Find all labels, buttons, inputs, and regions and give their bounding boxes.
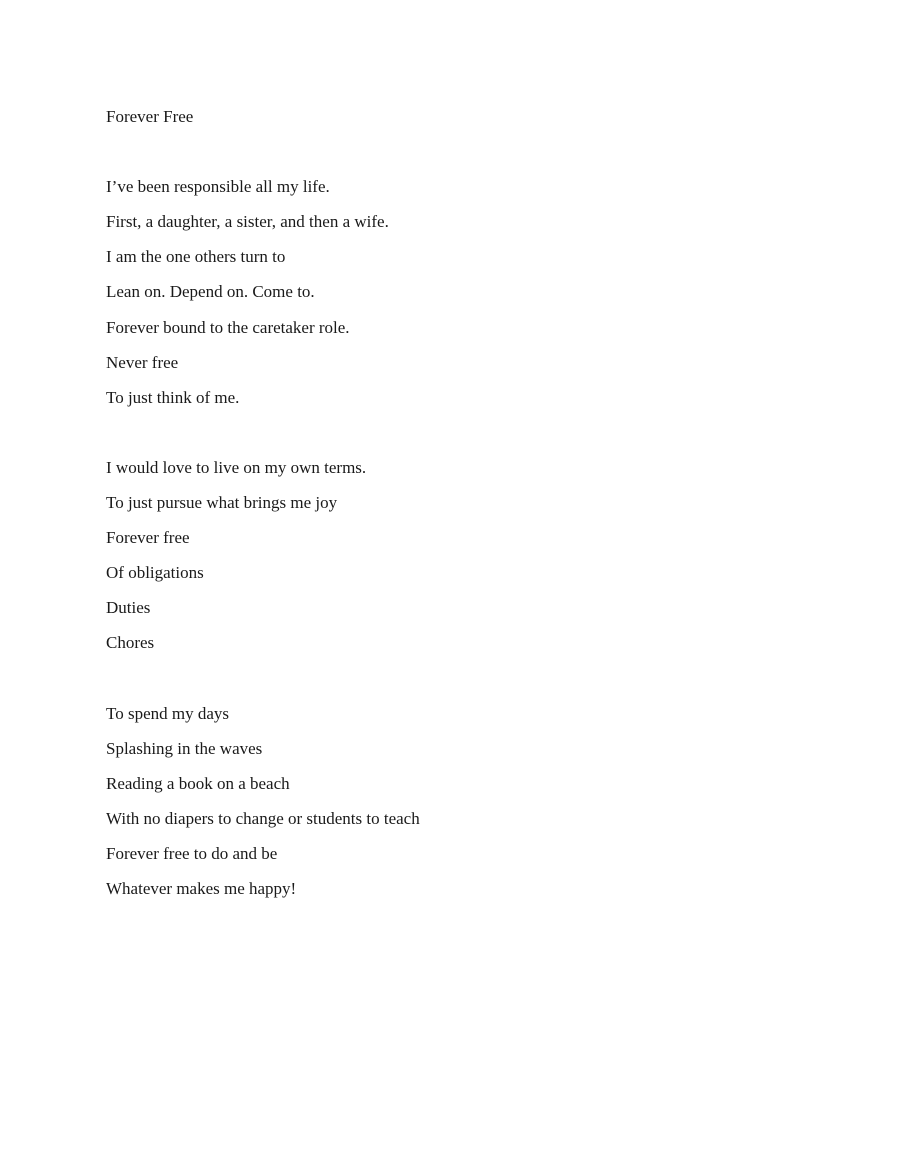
poem-line: Chores	[106, 633, 155, 653]
stanza-gap	[106, 661, 806, 696]
poem-line: Splashing in the waves	[106, 738, 263, 758]
poem-line: Forever free to do and be	[106, 843, 278, 863]
poem-line: Duties	[106, 598, 151, 618]
poem-line: To just think of me.	[106, 387, 240, 407]
poem-line: I am the one others turn to	[106, 247, 286, 267]
stanza-1	[106, 169, 806, 415]
poem-line: Forever free	[106, 528, 190, 548]
stanza-gap	[106, 415, 806, 450]
poem	[106, 99, 806, 906]
poem-line: Whatever makes me happy!	[106, 879, 297, 899]
poem-line: To just pursue what brings me joy	[106, 493, 338, 513]
poem-line: Reading a book on a beach	[106, 773, 290, 793]
stanza-3	[106, 696, 806, 907]
stanza-2	[106, 450, 806, 661]
poem-line: Of obligations	[106, 563, 204, 583]
poem-line: Forever bound to the caretaker role.	[106, 317, 350, 337]
poem-line: I’ve been responsible all my life.	[106, 177, 330, 197]
poem-title: Forever Free	[106, 107, 194, 126]
stanza-gap	[106, 134, 806, 169]
poem-line: First, a daughter, a sister, and then a wife.	[106, 212, 389, 232]
poem-line: Lean on. Depend on. Come to.	[106, 282, 315, 302]
poem-line: Never free	[106, 352, 179, 372]
poem-line: To spend my days	[106, 703, 229, 723]
poem-line: I would love to live on my own terms.	[106, 457, 367, 477]
poem-line: With no diapers to change or students to teach	[106, 808, 420, 828]
